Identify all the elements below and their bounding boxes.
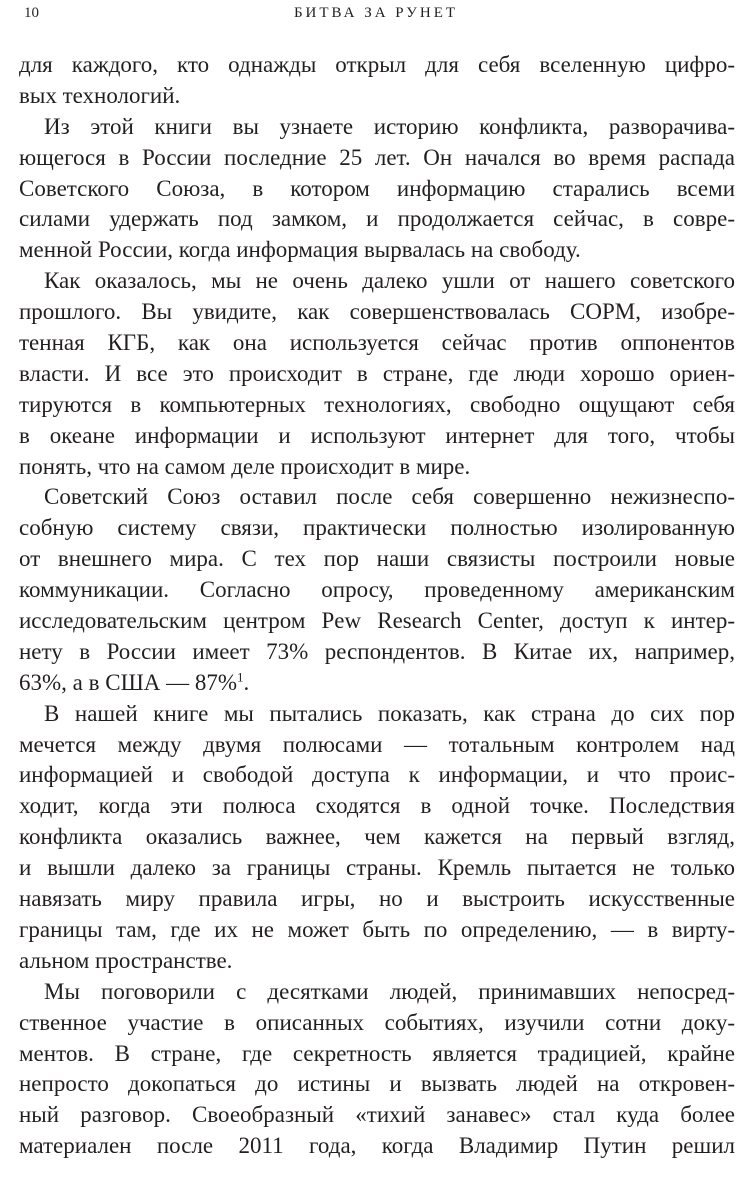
text-line-content: вых технологий. [19, 82, 181, 108]
body-text [19, 50, 735, 1162]
text-line-content: Из этой книги вы узнаете историю конфликта, разворачива- [44, 113, 735, 139]
text-line [19, 50, 735, 81]
text-line [19, 174, 735, 205]
text-line-content: прошлого. Вы увидите, как совершенствовалась СОРМ, изобре- [19, 299, 735, 325]
text-line-content: менной России, когда информация вырвалась на свободу. [19, 237, 581, 263]
text-line-content: Советского Союза, в котором информацию старались всеми [19, 175, 735, 201]
text-line [19, 482, 735, 513]
text-line-content: конфликта оказались важнее, чем кажется на первый взгляд, [19, 824, 735, 850]
text-line-content: Мы поговорили с десятками людей, принимавших непосред- [44, 978, 735, 1004]
text-line-content: материален после 2011 года, когда Владимир Путин решил [19, 1133, 735, 1159]
text-line-content: 63%, а в США — 87% [19, 669, 238, 695]
running-header [24, 3, 728, 29]
text-line [19, 699, 735, 730]
text-line [19, 760, 735, 791]
text-line [19, 822, 735, 853]
text-line [19, 791, 735, 822]
text-line [19, 884, 735, 915]
text-line-content: Как оказалось, мы не очень далеко ушли от нашего советского [44, 268, 735, 294]
text-line-content: для каждого, кто однажды открыл для себя вселенную цифро- [19, 52, 735, 77]
text-line [19, 235, 735, 266]
text-line [19, 730, 735, 761]
text-line [19, 513, 735, 544]
text-line-content: силами удержать под замком, и продолжается сейчас, в совре- [19, 206, 735, 232]
text-line-content: непросто докопаться до истины и вызвать людей на откровен- [19, 1071, 735, 1097]
footnote-reference[interactable]: 1 [237, 669, 244, 685]
text-line [19, 1039, 735, 1070]
text-line [19, 112, 735, 143]
text-line-content: тенная КГБ, как она используется сейчас против оппонентов [19, 330, 735, 356]
text-line-content: границы там, где их не может быть по определению, — в вирту- [19, 916, 735, 942]
text-line [19, 1069, 735, 1100]
text-line-content: навязать миру правила игры, но и выстроить искусственные [19, 886, 735, 912]
running-title: БИТВА ЗА РУНЕТ [293, 5, 459, 21]
text-line [19, 1100, 735, 1131]
text-line-content: собную систему связи, практически полностью изолированную [19, 515, 735, 541]
text-line [19, 977, 735, 1008]
text-line [19, 1008, 735, 1039]
text-line [19, 668, 735, 699]
text-line [19, 1131, 735, 1162]
text-line-content: ментов. В стране, где секретность является традицией, крайне [19, 1040, 735, 1066]
text-line [19, 81, 735, 112]
text-line [19, 544, 735, 575]
text-line [19, 575, 735, 606]
text-line [19, 266, 735, 297]
text-line-content: ющегося в России последние 25 лет. Он начался во время распада [19, 144, 735, 170]
text-line-content: от внешнего мира. С тех пор наши связисты построили новые [19, 546, 735, 572]
text-line-content: исследовательским центром Pew Research Center, доступ к интер- [19, 608, 735, 634]
text-line-content: власти. И все это происходит в стране, где люди хорошо ориен- [19, 360, 735, 386]
text-line-content: коммуникации. Согласно опросу, проведенному американским [19, 577, 735, 603]
text-line-content: мечется между двумя полюсами — тотальным контролем над [19, 731, 735, 757]
text-line [19, 359, 735, 390]
text-line [19, 390, 735, 421]
sentence-period: . [243, 669, 250, 695]
text-line [19, 143, 735, 174]
text-line [19, 637, 735, 668]
text-line [19, 421, 735, 452]
text-line-content: информацией и свободой доступа к информации, и что проис- [19, 762, 735, 788]
text-line-content: Советский Союз оставил после себя совершенно нежизнеспо- [44, 484, 735, 510]
text-line-content: альном пространстве. [19, 947, 233, 973]
text-line-content: ходит, когда эти полюса сходятся в одной точке. Последствия [19, 793, 735, 819]
text-line-content: и вышли далеко за границы страны. Кремль пытается не только [19, 855, 735, 881]
text-line [19, 297, 735, 328]
text-line [19, 204, 735, 235]
text-line [19, 915, 735, 946]
text-line [19, 853, 735, 884]
page-number: 10 [24, 5, 39, 21]
text-line [19, 328, 735, 359]
text-line-content: ный разговор. Своеобразный «тихий занавес» стал куда более [19, 1102, 735, 1128]
text-line [19, 606, 735, 637]
text-line [19, 452, 735, 483]
text-line-content: ственное участие в описанных событиях, изучили сотни доку- [19, 1009, 735, 1035]
text-line-content: В нашей книге мы пытались показать, как страна до сих пор [44, 700, 735, 726]
text-line-content: в океане информации и используют интернет для того, чтобы [19, 422, 735, 448]
text-line-content: тируются в компьютерных технологиях, свободно ощущают себя [19, 391, 735, 417]
text-line-content: нету в России имеет 73% респондентов. В Китае их, например, [19, 638, 735, 664]
text-line-content: понять, что на самом деле происходит в мире. [19, 453, 471, 479]
text-line [19, 946, 735, 977]
